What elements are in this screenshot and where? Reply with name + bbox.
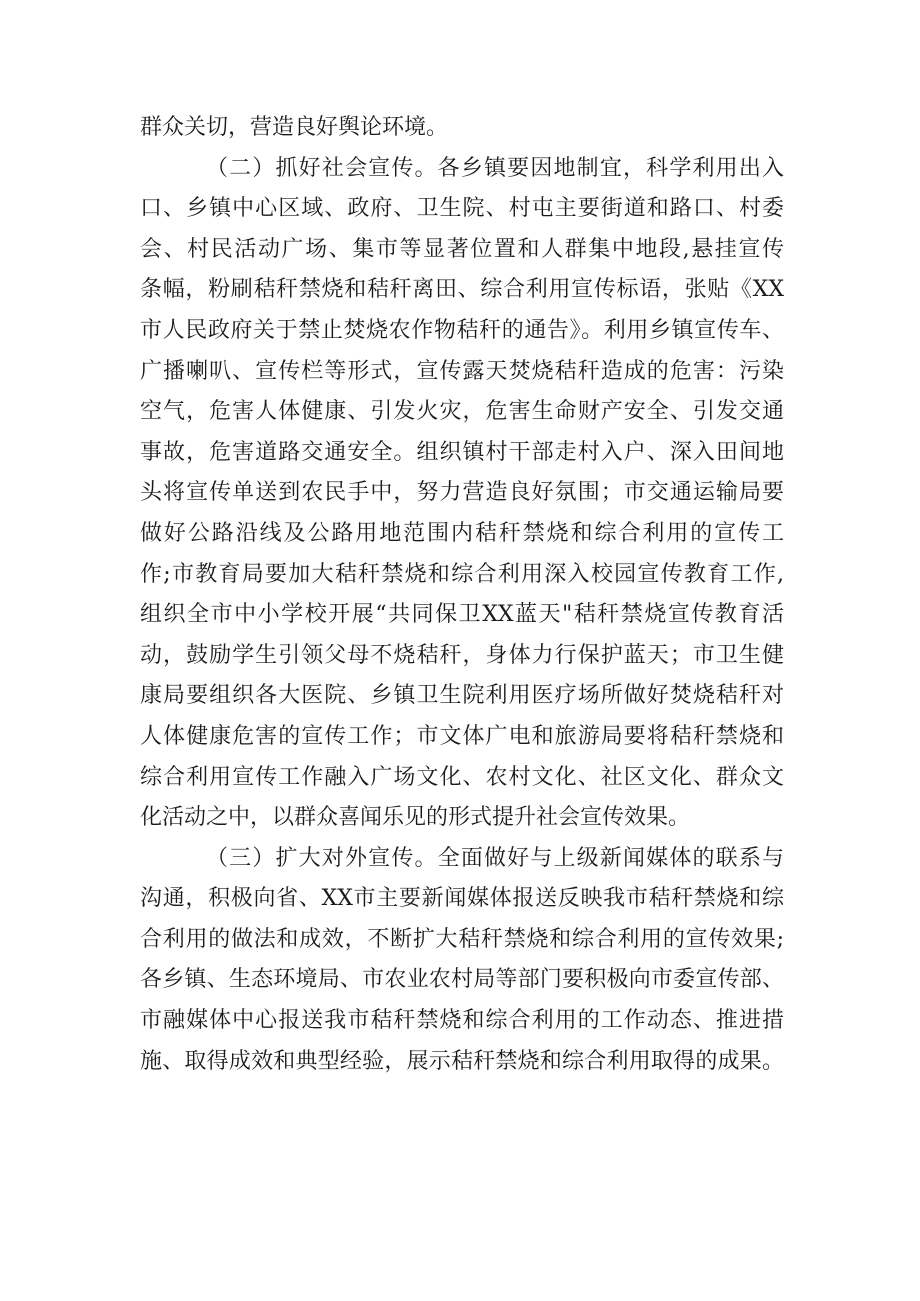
text-line: 市融媒体中心报送我市秸秆禁烧和综合利用的工作动态、推进措 [140, 1008, 784, 1034]
text-line: 口、乡镇中心区域、政府、卫生院、村屯主要街道和路口、村委 [140, 196, 784, 222]
body-text [140, 108, 784, 1082]
section-heading-line: （二）抓好社会宣传。各乡镇要因地制宜，科学利用出入 [206, 155, 784, 181]
text-line: 组织全市中小学校开展“共同保卫XX蓝天"秸秆禁烧宣传教育活 [140, 602, 784, 628]
text-line: 人体健康危害的宣传工作；市文体广电和旅游局要将秸秆禁烧和 [140, 723, 784, 749]
text-line: 做好公路沿线及公路用地范围内秸秆禁烧和综合利用的宣传工 [140, 520, 784, 546]
text-line: 空气，危害人体健康、引发火灾，危害生命财产安全、引发交通 [140, 399, 784, 425]
text-line: 会、村民活动广场、集市等显著位置和人群集中地段,悬挂宣传 [140, 236, 784, 262]
text-line: 事故，危害道路交通安全。组织镇村干部走村入户、深入田间地 [140, 439, 784, 465]
text-line: 广播喇叭、宣传栏等形式，宣传露天焚烧秸秆造成的危害：污染 [140, 358, 784, 384]
text-line: 沟通，积极向省、XX市主要新闻媒体报送反映我市秸秆禁烧和综 [140, 886, 784, 912]
text-line: 动，鼓励学生引领父母不烧秸秆，身体力行保护蓝天；市卫生健 [140, 642, 784, 668]
text-line: 市人民政府关于禁止焚烧农作物秸秆的通告》。利用乡镇宣传车、 [140, 317, 784, 343]
text-line: 康局要组织各大医院、乡镇卫生院利用医疗场所做好焚烧秸秆对 [140, 683, 784, 709]
section-heading-line: （三）扩大对外宣传。全面做好与上级新闻媒体的联系与 [206, 845, 784, 871]
text-line: 作;市教育局要加大秸秆禁烧和综合利用深入校园宣传教育工作, [140, 561, 784, 587]
text-line: 各乡镇、生态环境局、市农业农村局等部门要积极向市委宣传部、 [140, 967, 784, 993]
text-line: 合利用的做法和成效，不断扩大秸秆禁烧和综合利用的宣传效果; [140, 926, 784, 952]
text-line: 施、取得成效和典型经验，展示秸秆禁烧和综合利用取得的成果。 [140, 1048, 784, 1074]
text-line: 群众关切，营造良好舆论环境。 [140, 115, 449, 140]
text-line: 条幅，粉刷秸秆禁烧和秸秆离田、综合利用宣传标语，张贴《XX [140, 277, 784, 303]
text-line: 综合利用宣传工作融入广场文化、农村文化、社区文化、群众文 [140, 764, 784, 790]
text-line: 化活动之中，以群众喜闻乐见的形式提升社会宣传效果。 [140, 805, 691, 831]
text-line: 头将宣传单送到农民手中，努力营造良好氛围；市交通运输局要 [140, 480, 784, 506]
